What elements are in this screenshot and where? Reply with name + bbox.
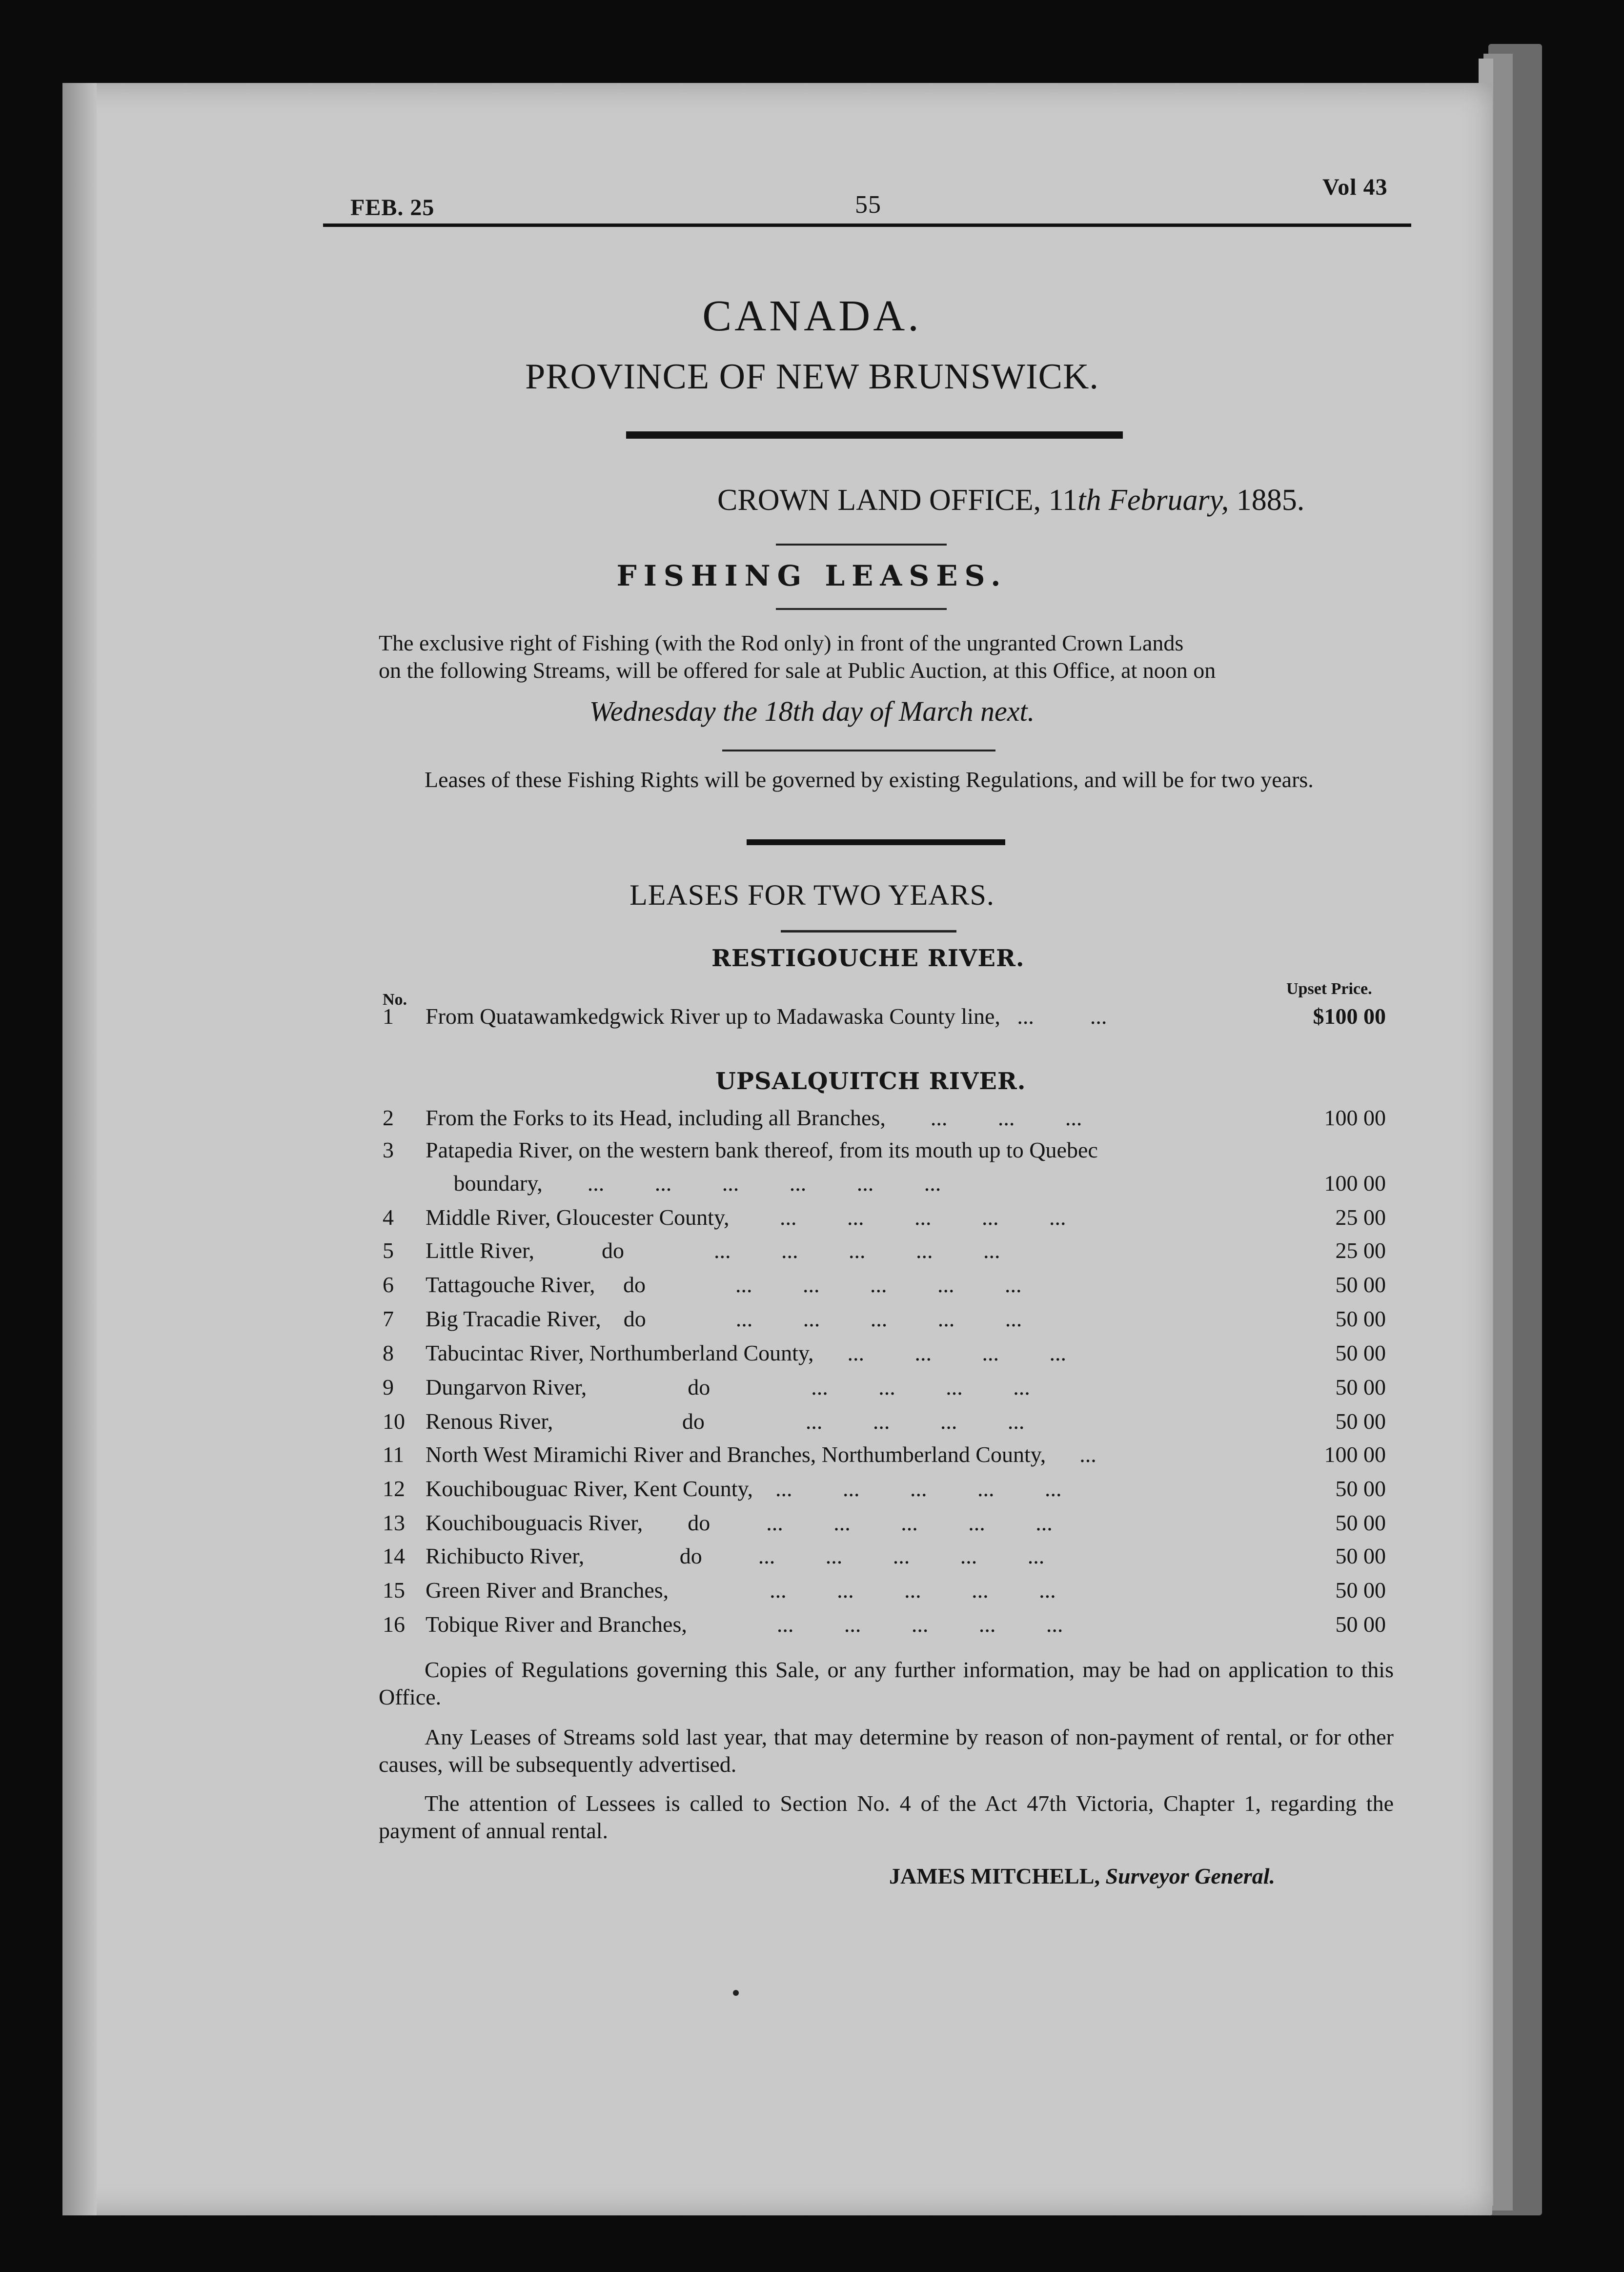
intro-line-2: on the following Streams, will be offered for sale at Public Auction, at this Office, at noon on xyxy=(379,658,1216,683)
lease-description: Tabucintac River, Northumberland County, ... ... ... ... xyxy=(426,1340,1066,1365)
lease-number: 11 xyxy=(383,1442,405,1467)
closing-copies: Copies of Regulations governing this Sale, or any further information, may be had on application to this Office. xyxy=(379,1657,1394,1709)
lease-number: 2 xyxy=(383,1105,394,1130)
lease-row xyxy=(0,1272,1624,1301)
lease-price: 50 00 xyxy=(1335,1476,1386,1501)
lease-description: Tobique River and Branches, ... ... ... ... ... xyxy=(426,1612,1063,1637)
lease-price: 100 00 xyxy=(1324,1442,1386,1467)
lease-price: 50 00 xyxy=(1335,1409,1386,1434)
divider-thick xyxy=(626,431,1123,439)
lease-description: boundary, ... ... ... ... ... ... xyxy=(426,1171,941,1196)
lease-description: Little River, do ... ... ... ... ... xyxy=(426,1238,1000,1263)
header-volume: Vol 43 xyxy=(1322,174,1388,200)
leases-note: Leases of these Fishing Rights will be governed by existing Regulations, and will be for two years. xyxy=(425,767,1314,792)
office-prefix: CROWN LAND OFFICE, 11 xyxy=(717,484,1078,517)
lease-price: 50 00 xyxy=(1335,1578,1386,1603)
lease-description: Patapedia River, on the western bank thereof, from its mouth up to Quebec xyxy=(426,1137,1098,1162)
lease-description: Big Tracadie River, do ... ... ... ... ... xyxy=(426,1306,1022,1331)
lease-row xyxy=(0,1441,1624,1471)
header-page-number: 55 xyxy=(855,191,881,219)
lease-description: Dungarvon River, do ... ... ... ... xyxy=(426,1375,1030,1400)
intro-line-1: The exclusive right of Fishing (with the Rod only) in front of the ungranted Crown Lands xyxy=(379,630,1184,655)
lease-price: 100 00 xyxy=(1324,1105,1386,1130)
lease-row xyxy=(0,1306,1624,1335)
lease-number: 4 xyxy=(383,1205,394,1230)
lease-number: 13 xyxy=(383,1510,405,1535)
lease-row xyxy=(0,1340,1624,1369)
closing-any-leases: Any Leases of Streams sold last year, that may determine by reason of non-payment of rental, or for other causes, will be subsequently advertised. xyxy=(379,1724,1394,1777)
lease-row xyxy=(0,1476,1624,1505)
lease-row xyxy=(0,1374,1624,1403)
lease-price: 50 00 xyxy=(1335,1272,1386,1297)
lease-number: 7 xyxy=(383,1306,394,1331)
lease-row xyxy=(0,1237,1624,1267)
lease-row xyxy=(0,1577,1624,1606)
lease-price: 50 00 xyxy=(1335,1375,1386,1400)
lease-row xyxy=(0,1611,1624,1641)
lease-row xyxy=(0,1510,1624,1539)
notice-heading: FISHING LEASES. xyxy=(616,559,1008,592)
lease-price: 50 00 xyxy=(1335,1510,1386,1535)
lease-description: From Quatawamkedgwick River up to Madawaska County line, ... ... xyxy=(426,1004,1107,1029)
lease-row xyxy=(0,1003,1624,1033)
lease-number: 5 xyxy=(383,1238,394,1263)
header-rule xyxy=(323,223,1411,227)
lease-number: 16 xyxy=(383,1612,405,1637)
intro-paragraph xyxy=(379,629,1394,684)
lease-description: Middle River, Gloucester County, ... ... ... ... ... xyxy=(426,1205,1066,1230)
lease-description: From the Forks to its Head, including all Branches, ... ... ... xyxy=(426,1105,1082,1130)
office-dateline xyxy=(717,483,1304,518)
lease-description: Richibucto River, do ... ... ... ... ... xyxy=(426,1543,1045,1568)
lease-description: North West Miramichi River and Branches, Northumberland County, ... xyxy=(426,1442,1096,1467)
office-month: th February, xyxy=(1077,484,1229,517)
divider-thick xyxy=(747,839,1005,845)
column-header-price: Upset Price. xyxy=(1286,980,1372,998)
lease-price: $100 00 xyxy=(1313,1004,1386,1029)
lease-number: 12 xyxy=(383,1476,405,1501)
signatory-name: JAMES MITCHELL, xyxy=(889,1864,1100,1888)
office-year: 1885. xyxy=(1229,484,1305,517)
lease-price: 25 00 xyxy=(1335,1205,1386,1230)
lease-row xyxy=(0,1170,1624,1199)
ink-speck xyxy=(733,1990,739,1996)
lease-row xyxy=(0,1204,1624,1234)
lease-row xyxy=(0,1137,1624,1166)
lease-description: Kouchibouguac River, Kent County, ... ... ... ... ... xyxy=(426,1476,1062,1501)
lease-price: 100 00 xyxy=(1324,1171,1386,1196)
leases-heading: LEASES FOR TWO YEARS. xyxy=(629,879,995,911)
section-upsalquitch: UPSALQUITCH RIVER. xyxy=(715,1068,1026,1095)
header-date: FEB. 25 xyxy=(350,195,435,221)
lease-description: Renous River, do ... ... ... ... xyxy=(426,1409,1025,1434)
lease-description: Tattagouche River, do ... ... ... ... ... xyxy=(426,1272,1022,1297)
lease-number: 10 xyxy=(383,1409,405,1434)
divider-thin xyxy=(776,608,947,610)
lease-price: 50 00 xyxy=(1335,1340,1386,1365)
lease-price: 50 00 xyxy=(1335,1612,1386,1637)
divider-thin xyxy=(776,544,947,546)
lease-price: 50 00 xyxy=(1335,1306,1386,1331)
lease-number: 9 xyxy=(383,1375,394,1400)
signature-line xyxy=(889,1863,1275,1889)
lease-number: 14 xyxy=(383,1543,405,1568)
lease-description: Green River and Branches, ... ... ... ... ... xyxy=(426,1578,1056,1603)
lease-row xyxy=(0,1105,1624,1134)
lease-number: 6 xyxy=(383,1272,394,1297)
divider-thin xyxy=(722,750,995,751)
column-header-no: No. xyxy=(383,991,407,1009)
lease-price: 50 00 xyxy=(1335,1543,1386,1568)
title-country: CANADA. xyxy=(702,292,922,340)
signatory-title: Surveyor General. xyxy=(1105,1864,1275,1888)
closing-attention: The attention of Lessees is called to Section No. 4 of the Act 47th Victoria, Chapter 1, regarding the payment of annual rental. xyxy=(379,1791,1394,1843)
lease-number: 8 xyxy=(383,1340,394,1365)
divider-thin xyxy=(781,930,956,933)
sale-date: Wednesday the 18th day of March next. xyxy=(589,695,1035,727)
lease-row xyxy=(0,1408,1624,1438)
lease-number: 3 xyxy=(383,1137,394,1162)
lease-number: 1 xyxy=(383,1004,394,1029)
section-restigouche: RESTIGOUCHE RIVER. xyxy=(711,945,1025,972)
title-province: PROVINCE OF NEW BRUNSWICK. xyxy=(525,357,1099,397)
lease-description: Kouchibouguacis River, do ... ... ... ... ... xyxy=(426,1510,1053,1535)
lease-price: 25 00 xyxy=(1335,1238,1386,1263)
lease-row xyxy=(0,1543,1624,1572)
lease-number: 15 xyxy=(383,1578,405,1603)
